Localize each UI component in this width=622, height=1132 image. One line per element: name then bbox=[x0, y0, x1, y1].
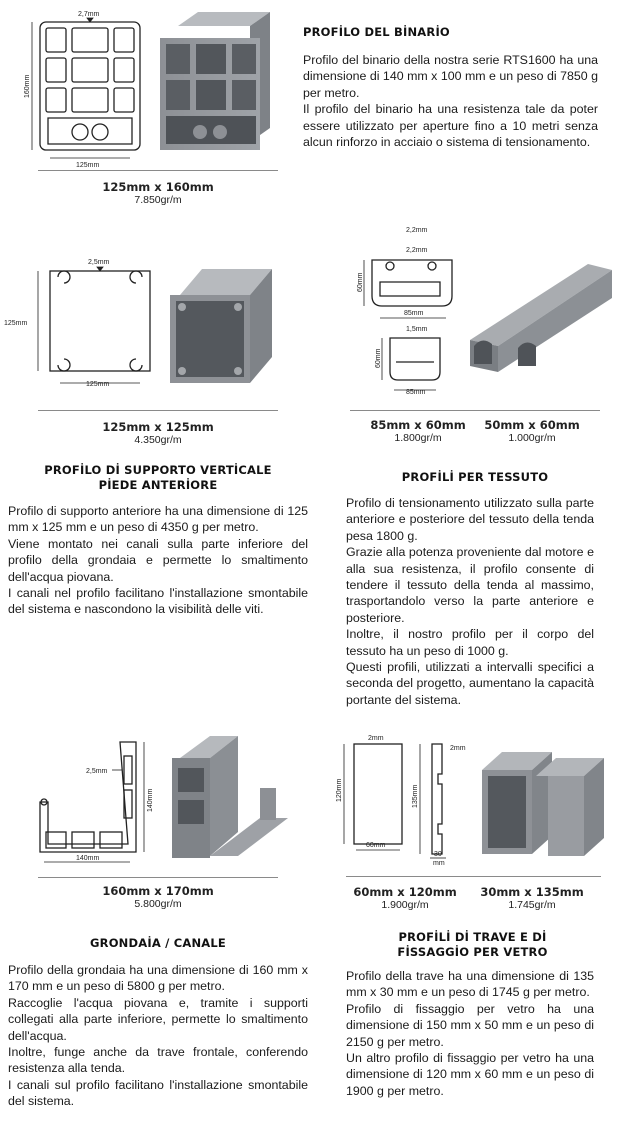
trave-3d-profile bbox=[482, 752, 604, 856]
trave-paragraph-3: Un altro profilo di fissaggio per vetro ha una dimensione di 120 mm x 60 mm e un peso di 1900 g per metro. bbox=[346, 1051, 594, 1098]
grondaia-size: 160mm x 170mm bbox=[102, 884, 214, 898]
binario-title: PROFİLO DEL BİNARİO bbox=[303, 25, 450, 39]
tessuto-dim-a-top1: 2,2mm bbox=[406, 227, 428, 234]
binario-size: 125mm x 160mm bbox=[102, 180, 214, 194]
tessuto-profile-b bbox=[390, 338, 440, 380]
grondaia-dim-side: 140mm bbox=[147, 788, 154, 812]
tessuto-paragraph-2: Grazie alla potenza proveniente dal motore e alla sua resistenza, il profilo consente di tendere il tessuto della tenda al massimo, trasportandolo verso la parte anteriore e posteriore. bbox=[346, 545, 594, 625]
supporto-paragraph-3: I canali nel profilo facilitano l'installazione smontabile del sistema e nascondono la visibilità delle viti. bbox=[8, 586, 308, 617]
tessuto-dim-b-bottom: 85mm bbox=[406, 389, 426, 396]
trave-dim-a-side: 120mm bbox=[336, 778, 343, 802]
binario-section-drawing bbox=[20, 8, 280, 168]
tessuto-paragraph-3: Inoltre, il nostro profilo per il corpo del tessuto ha un peso di 1000 g. bbox=[346, 627, 594, 658]
grondaia-weight: 5.800gr/m bbox=[134, 898, 182, 911]
tessuto-caption-1 bbox=[358, 419, 478, 444]
binario-caption bbox=[58, 181, 258, 206]
trave-dim-b-bottom2: mm bbox=[433, 860, 445, 867]
trave-size-2: 30mm x 135mm bbox=[480, 885, 584, 899]
grondaia-3d-profile bbox=[172, 736, 288, 858]
grondaia-title: GRONDAİA / CANALE bbox=[90, 936, 226, 950]
binario-description bbox=[303, 52, 598, 150]
trave-dim-a-top: 2mm bbox=[368, 735, 384, 742]
trave-size-1: 60mm x 120mm bbox=[353, 885, 457, 899]
binario-paragraph-1: Profilo del binario della nostra serie RTS1600 ha una dimensione di 140 mm x 100 mm e un peso di 7850 g per metro. bbox=[303, 53, 598, 100]
supporto-drawing bbox=[4, 255, 280, 395]
supporto-dim-bottom: 125mm bbox=[86, 381, 110, 388]
supporto-cross-section bbox=[50, 271, 150, 371]
tessuto-dim-a-bottom: 85mm bbox=[404, 310, 424, 317]
tessuto-caption-2 bbox=[472, 419, 592, 444]
tessuto-drawing bbox=[350, 222, 618, 400]
grondaia-caption bbox=[58, 885, 258, 910]
supporto-dim-top: 2,5mm bbox=[88, 259, 110, 266]
supporto-paragraph-2: Viene montato nei canali sulla parte inferiore del profilo della grondaia e permette lo smaltimento dell'acqua piovana. bbox=[8, 536, 308, 584]
tessuto-dim-a-top2: 2,2mm bbox=[406, 247, 428, 254]
grondaia-drawing bbox=[20, 732, 290, 872]
trave-drawing bbox=[332, 730, 618, 870]
binario-dim-side: 160mm bbox=[24, 74, 31, 98]
trave-description bbox=[346, 968, 594, 1099]
supporto-title-line2: PİEDE ANTERİORE bbox=[98, 477, 218, 492]
supporto-size: 125mm x 125mm bbox=[102, 420, 214, 434]
trave-dim-a-bottom: 60mm bbox=[366, 842, 386, 849]
binario-dim-bottom: 125mm bbox=[76, 162, 100, 169]
trave-profile-b bbox=[432, 744, 442, 854]
tessuto-dim-b-side: 60mm bbox=[375, 348, 382, 368]
grondaia-paragraph-2: Raccoglie l'acqua piovana e, tramite i supporti collegati alla parte inferiore, permette lo smaltimento dell'acqua. bbox=[8, 995, 308, 1043]
binario-3d-profile bbox=[160, 12, 270, 150]
supporto-title-line1: PROFİLO Dİ SUPPORTO VERTİCALE bbox=[44, 463, 272, 477]
tessuto-3d-profile bbox=[470, 264, 612, 372]
binario-rule bbox=[38, 170, 278, 171]
grondaia-cross-section bbox=[40, 742, 136, 852]
tessuto-weight-1: 1.800gr/m bbox=[394, 432, 442, 445]
supporto-rule bbox=[38, 410, 278, 411]
supporto-description bbox=[8, 503, 308, 618]
supporto-title bbox=[18, 463, 298, 493]
supporto-caption bbox=[58, 421, 258, 446]
supporto-paragraph-1: Profilo di supporto anteriore ha una dimensione di 125 mm x 125 mm e un peso di 4350 g per metro. bbox=[8, 504, 308, 535]
supporto-dim-lines bbox=[38, 267, 140, 383]
trave-caption-1 bbox=[345, 886, 465, 911]
trave-dim-b-top: 2mm bbox=[450, 745, 466, 752]
tessuto-title: PROFİLİ PER TESSUTO bbox=[401, 470, 549, 484]
grondaia-paragraph-4: I canali sul profilo facilitano l'installazione smontabile del sistema. bbox=[8, 1077, 308, 1109]
trave-paragraph-2: Profilo di fissaggio per vetro ha una dimensione di 150 mm x 50 mm e un peso di 2150 g per metro. bbox=[346, 1001, 594, 1049]
trave-dim-lines bbox=[344, 744, 446, 858]
trave-title-line1: PROFİLİ Dİ TRAVE E Dİ bbox=[398, 930, 547, 944]
tessuto-size-2: 50mm x 60mm bbox=[484, 418, 580, 432]
trave-profile-a bbox=[354, 744, 402, 844]
tessuto-rule bbox=[350, 410, 600, 411]
supporto-weight: 4.350gr/m bbox=[134, 434, 182, 447]
binario-weight: 7.850gr/m bbox=[134, 194, 182, 207]
tessuto-paragraph-4: Questi profili, utilizzati a intervalli specifici a seconda del progetto, aumentano la capacità portante del sistema. bbox=[346, 660, 594, 707]
trave-weight-1: 1.900gr/m bbox=[381, 899, 429, 912]
supporto-3d-profile bbox=[170, 269, 272, 383]
grondaia-description bbox=[8, 962, 308, 1110]
tessuto-paragraph-1: Profilo di tensionamento utilizzato sulla parte anteriore e posteriore del tessuto della tenda pesa 1800 g. bbox=[346, 496, 594, 543]
tessuto-description bbox=[346, 495, 594, 708]
tessuto-dim-lines bbox=[364, 260, 446, 390]
grondaia-dim-thick: 2,5mm bbox=[86, 768, 108, 775]
trave-dim-b-bottom1: 30 bbox=[434, 851, 442, 858]
trave-caption-2 bbox=[472, 886, 592, 911]
tessuto-profile-a bbox=[372, 260, 452, 306]
tessuto-dim-a-side: 60mm bbox=[357, 272, 364, 292]
tessuto-weight-2: 1.000gr/m bbox=[508, 432, 556, 445]
trave-rule bbox=[346, 876, 601, 877]
binario-cross-section bbox=[40, 22, 140, 150]
grondaia-dim-bottom: 140mm bbox=[76, 855, 100, 862]
trave-weight-2: 1.745gr/m bbox=[508, 899, 556, 912]
binario-dim-top: 2,7mm bbox=[78, 11, 100, 18]
grondaia-paragraph-3: Inoltre, funge anche da trave frontale, conferendo resistenza alla tenda. bbox=[8, 1045, 308, 1076]
trave-title bbox=[345, 930, 600, 960]
grondaia-paragraph-1: Profilo della grondaia ha una dimensione di 160 mm x 170 mm e un peso di 5800 g per metro. bbox=[8, 963, 308, 994]
trave-title-line2: FİSSAGGİO PER VETRO bbox=[397, 944, 548, 959]
trave-paragraph-1: Profilo della trave ha una dimensione di 135 mm x 30 mm e un peso di 1745 g per metro. bbox=[346, 969, 594, 1000]
supporto-dim-side: 125mm bbox=[4, 320, 28, 327]
trave-dim-b-side: 135mm bbox=[412, 784, 419, 808]
tessuto-dim-b-top: 1,5mm bbox=[406, 326, 428, 333]
binario-paragraph-2: Il profilo del binario ha una resistenza tale da poter essere utilizzato per aperture fino a 10 metri senza alcun rinforzo in acciaio o sistema di tensionamento. bbox=[303, 102, 598, 150]
tessuto-size-1: 85mm x 60mm bbox=[370, 418, 466, 432]
grondaia-rule bbox=[38, 877, 278, 878]
